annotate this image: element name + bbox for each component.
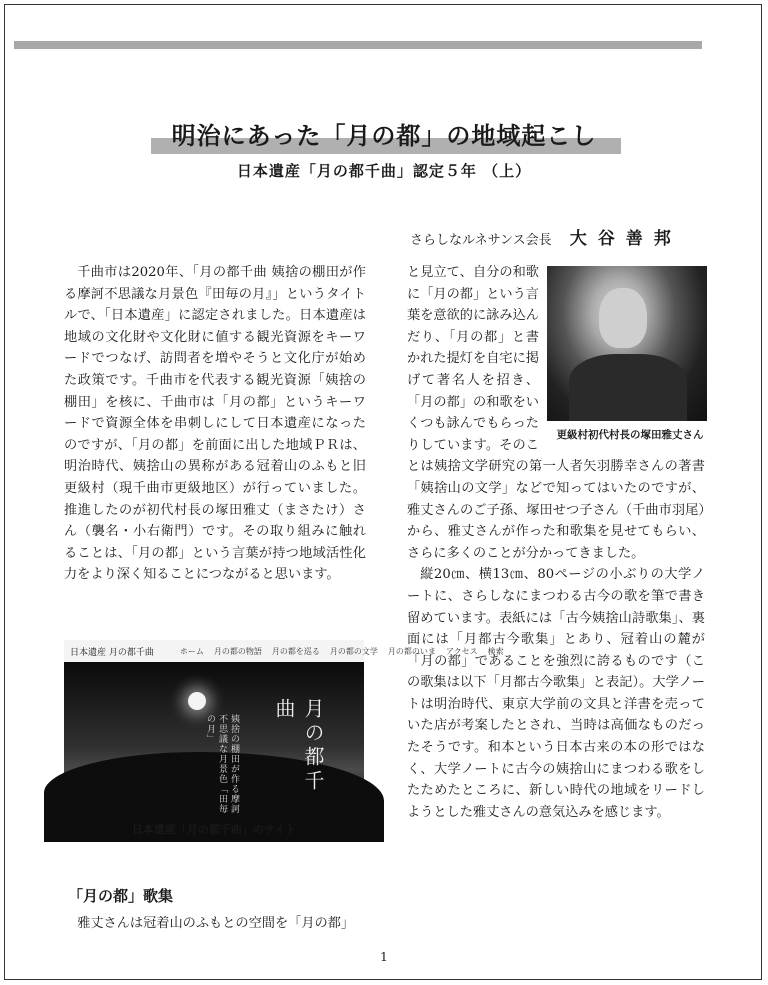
article-title: 明治にあった「月の都」の地域起こし — [171, 122, 597, 150]
author-role: さらしなルネサンス会長 — [410, 233, 552, 248]
portrait-figure — [547, 266, 713, 454]
portrait-face — [599, 288, 647, 348]
website-nav — [64, 640, 504, 662]
website-nav-item: 月の都の文学 — [329, 646, 378, 656]
website-nav-item: 月の都の物語 — [213, 646, 262, 656]
header-rule — [14, 41, 702, 49]
website-nav-item: アクセス — [445, 646, 478, 656]
author-line — [410, 224, 682, 249]
paragraph-right-1: と見立て、自分の和歌に「月の都」という言葉を意欲的に詠み込んだり、「月の都」と書かれた提灯を自宅に掲げて著名人を招き、「月の都」の和歌をいくつも詠んでもらったりしています。そのことは姨捨文学研究の第一人者矢羽勝幸さんの著書「姨捨山の文学」などで知ってはいたのですが、雅丈さんのご子孫、塚田せつ子さん（千曲市羽尾）から、雅丈さんが作った和歌集を見せてもらい、さらに多くのことが分かってきました。 — [407, 265, 705, 561]
moon-icon — [188, 692, 206, 710]
portrait-caption: 更級村初代村長の塚田雅丈さん — [556, 429, 704, 441]
website-nav-item: 検索 — [487, 646, 504, 656]
website-caption: 日本遺産「月の都千曲」のサイト — [131, 823, 297, 836]
website-hero-title: 月の都千曲 — [272, 698, 325, 794]
paragraph-right-2: 縦20㎝、横13㎝、80ページの小ぶりの大学ノートに、さらしなにまつわる古今の歌を筆で書き留めています。表紙には「古今姨捨山詩歌集」、裏面には「月都古今歌集」とあり、冠着山の麓が「月の都」であることを強烈に誇るものです（この歌集は以下「月都古今歌集」と表記）。大学ノートは明治時代、東京大学前の文具と洋書を売っていた店が考案したとされ、当時は高価なものだったそうです。和本という日本古来の本の形ではなく、大学ノートに古今の姨捨山にまつわる歌をしたためたところに、新しい時代の地域をリードしようとした雅丈さんの意気込みを感じます。 — [407, 567, 705, 820]
website-screenshot — [64, 640, 504, 816]
author-name: 大谷善邦 — [569, 229, 682, 249]
website-nav-item: 月の都のいま — [387, 646, 436, 656]
paragraph-intro: 千曲市は2020年、「月の都千曲 姨捨の棚田が作る摩訶不思議な月景色『田毎の月』」というタイトルで、「日本遺産」に認定されました。日本遺産は地域の文化財や文化財に値する観光資源をキーワードでつなげ、訪問者を増やそうと文化庁が始めた政策です。千曲市を代表する観光資源「姨捨の棚田」を核に、千曲市は「月の都」というキーワードで資源全体を串刺しにして日本遺産になったのですが、「月の都」を前面に出した地域ＰＲは、明治時代、姨捨山の異称がある冠着山のふもと旧更級村（現千曲市更級地区）が行っていました。推進したのが初代村長の塚田雅丈（まさたけ）さん（襲名・小右衛門）です。その取り組みに触れることは、「月の都」という言葉が持つ地域活性化力をより深く知ることにつながると思います。 — [64, 265, 366, 583]
right-column — [407, 262, 705, 823]
left-column-top — [64, 262, 366, 586]
paragraph-section: 雅丈さんは冠着山のふもとの空間を「月の都」 — [77, 916, 355, 931]
section-heading: 「月の都」歌集 — [68, 887, 174, 905]
portrait-photo — [547, 266, 707, 421]
website-nav-item: ホーム — [179, 646, 204, 656]
website-logo: 日本遺産 月の都千曲 — [70, 647, 154, 658]
page-number: 1 — [380, 950, 388, 964]
title-container — [0, 116, 768, 151]
left-column-bottom — [64, 913, 366, 935]
portrait-body — [569, 354, 687, 421]
website-nav-item: 月の都を巡る — [271, 646, 320, 656]
website-hero-subtitle: 姨捨の棚田が作る摩訶不思議な月景色「田毎の月」 — [205, 714, 239, 814]
website-hero-image — [64, 662, 364, 816]
article-subtitle: 日本遺産「月の都千曲」認定５年 （上） — [236, 162, 532, 180]
